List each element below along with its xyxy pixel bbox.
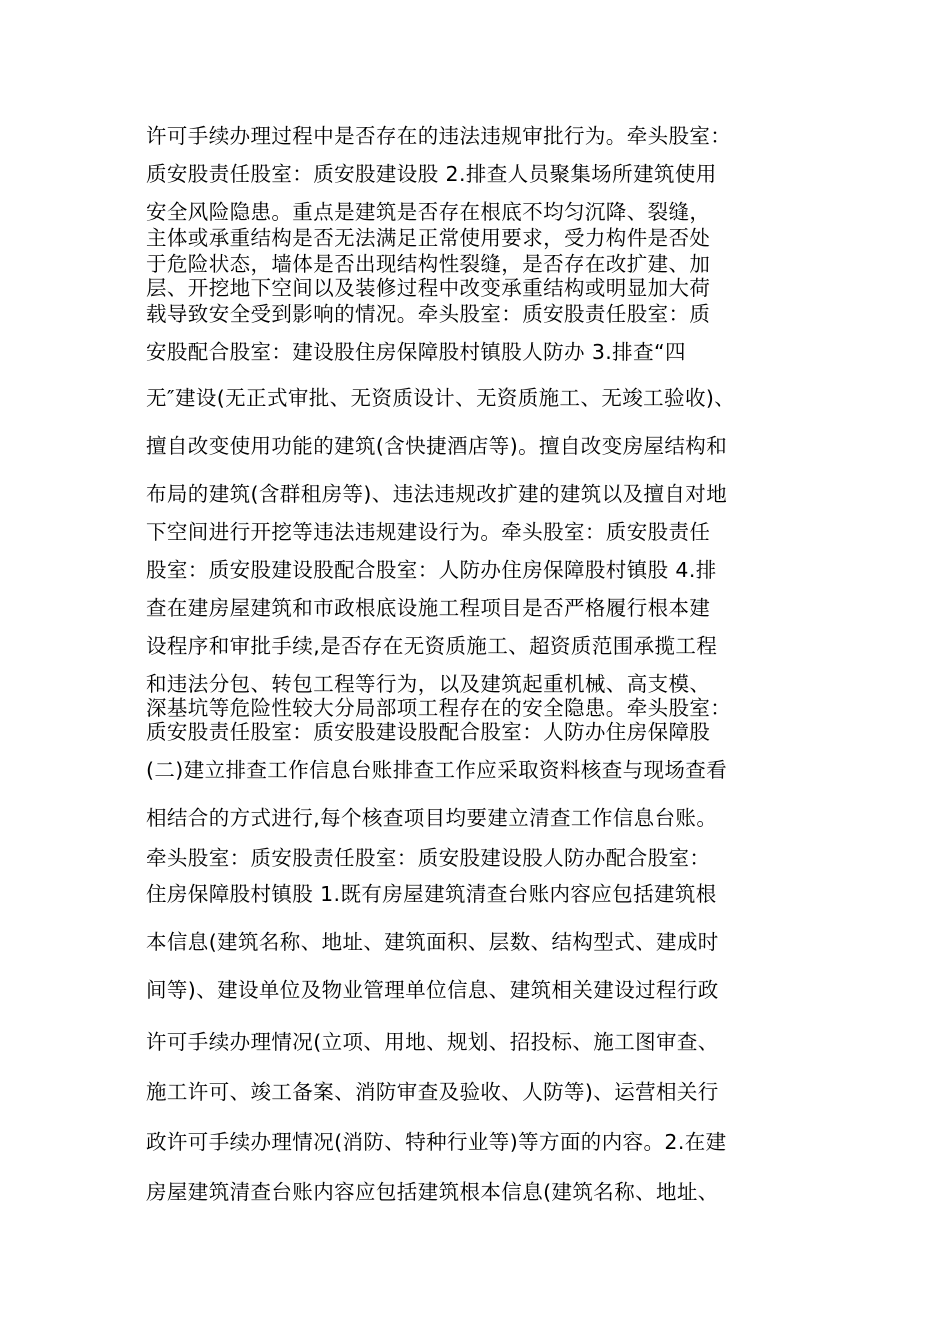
text-line: 许可手续办理情况(立项、用地、规划、招投标、施工图审查、: [146, 1030, 719, 1054]
text-line: 下空间进行开挖等违法违规建设行为。牵头股室：质安股责任: [146, 520, 711, 544]
text-line: (二)建立排查工作信息台账排查工作应采取资料核查与现场查看: [146, 758, 728, 782]
text-line: 无″建设(无正式审批、无资质设计、无资质施工、无竣工验收)、: [146, 386, 736, 410]
text-line: 股室：质安股建设股配合股室：人防办住房保障股村镇股 4.排: [146, 558, 717, 582]
text-line: 住房保障股村镇股 1.既有房屋建筑清查台账内容应包括建筑根: [146, 882, 717, 906]
text-line: 许可手续办理过程中是否存在的违法违规审批行为。牵头股室：: [146, 124, 732, 148]
text-line: 质安股责任股室：质安股建设股配合股室：人防办住房保障股: [146, 720, 711, 744]
text-line: 深基坑等危险性较大分局部项工程存在的安全隐患。牵头股室：: [146, 696, 732, 720]
text-line: 主体或承重结构是否无法满足正常使用要求，受力构件是否处: [146, 226, 711, 250]
text-line: 层、开挖地下空间以及装修过程中改变承重结构或明显加大荷: [146, 276, 711, 300]
text-line: 质安股责任股室：质安股建设股 2.排查人员聚集场所建筑使用: [146, 162, 717, 186]
text-line: 牵头股室：质安股责任股室：质安股建设股人防办配合股室：: [146, 846, 711, 870]
text-line: 擅自改变使用功能的建筑(含快捷酒店等)。擅自改变房屋结构和: [146, 434, 728, 458]
text-line: 安全风险隐患。重点是建筑是否存在根底不均匀沉降、裂缝，: [146, 200, 711, 224]
text-line: 布局的建筑(含群租房等)、违法违规改扩建的建筑以及擅自对地: [146, 482, 728, 506]
text-line: 于危险状态，墙体是否出现结构性裂缝，是否存在改扩建、加: [146, 252, 711, 276]
text-line: 相结合的方式进行,每个核查项目均要建立清查工作信息台账。: [146, 806, 718, 830]
text-line: 载导致安全受到影响的情况。牵头股室：质安股责任股室：质: [146, 302, 711, 326]
text-line: 和违法分包、转包工程等行为，以及建筑起重机械、高支模、: [146, 672, 711, 696]
text-line: 本信息(建筑名称、地址、建筑面积、层数、结构型式、建成时: [146, 930, 719, 954]
text-line: 房屋建筑清查台账内容应包括建筑根本信息(建筑名称、地址、: [146, 1180, 719, 1204]
text-line: 施工许可、竣工备案、消防审查及验收、人防等)、运营相关行: [146, 1080, 719, 1104]
text-line: 间等)、建设单位及物业管理单位信息、建筑相关建设过程行政: [146, 978, 719, 1002]
text-line: 安股配合股室：建设股住房保障股村镇股人防办 3.排查“四: [146, 340, 686, 364]
text-line: 查在建房屋建筑和市政根底设施工程项目是否严格履行根本建: [146, 596, 711, 620]
text-line: 政许可手续办理情况(消防、特种行业等)等方面的内容。2.在建: [146, 1130, 727, 1154]
text-line: 设程序和审批手续,是否存在无资质施工、超资质范围承揽工程: [146, 634, 718, 658]
